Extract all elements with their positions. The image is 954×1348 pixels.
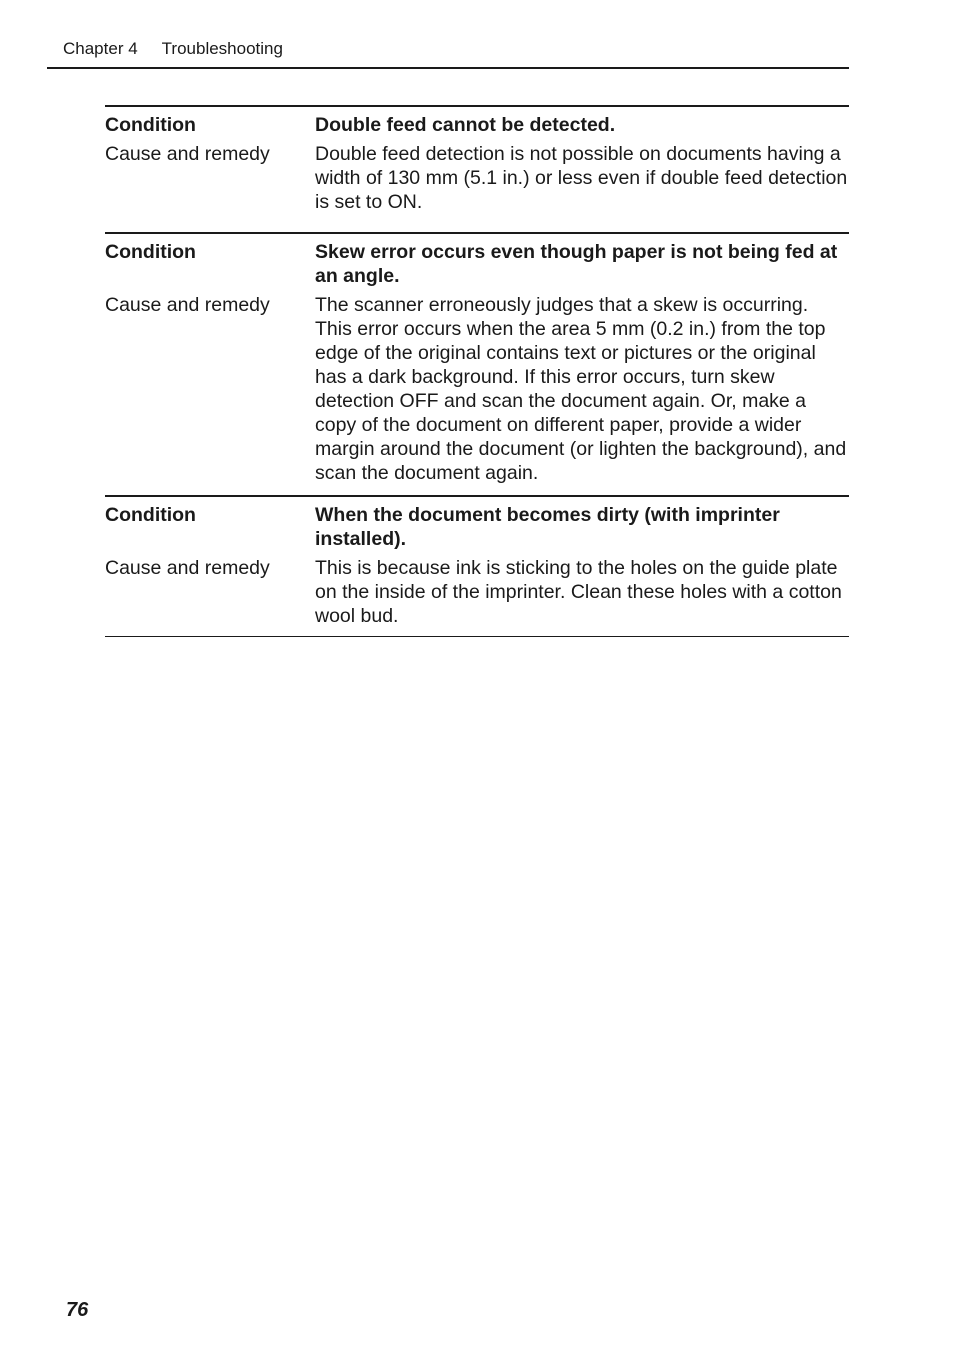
condition-label: Condition [105,241,196,263]
condition-label: Condition [105,504,196,526]
chapter-label: Chapter 4 [63,39,138,58]
condition-row [105,113,849,137]
running-header [63,38,283,60]
condition-text: Double feed cannot be detected. [315,114,616,136]
troubleshooting-table [105,105,849,637]
cause-text: This is because ink is sticking to the holes on the guide plate on the inside of the imprinter. Clean these holes with a cotton wool bud. [315,557,842,627]
condition-row [105,503,849,551]
cause-row [105,142,849,214]
cause-row [105,556,849,628]
troubleshooting-entry [105,105,849,232]
cause-text: The scanner erroneously judges that a skew is occurring. This error occurs when the area 5 mm (0.2 in.) from the top edge of the original contains text or pictures or the original has a dark background. If this error occurs, turn skew detection OFF and scan the document again. Or, make a copy of the document on different paper, provide a wider margin around the document (or lighten the background), and scan the document again. [315,294,847,484]
condition-text: When the document becomes dirty (with imprinter installed). [315,504,780,550]
troubleshooting-entry [105,495,849,637]
cause-text: Double feed detection is not possible on documents having a width of 130 mm (5.1 in.) or less even if double feed detection is set to ON. [315,143,848,213]
cause-label: Cause and remedy [105,143,270,165]
section-title: Troubleshooting [161,39,283,58]
condition-label: Condition [105,114,196,136]
header-divider [47,67,849,69]
condition-text: Skew error occurs even though paper is not being fed at an angle. [315,241,838,287]
cause-row [105,293,849,485]
cause-label: Cause and remedy [105,557,270,579]
condition-row [105,240,849,288]
troubleshooting-entry [105,232,849,495]
page-number: 76 [66,1299,89,1321]
cause-label: Cause and remedy [105,294,270,316]
